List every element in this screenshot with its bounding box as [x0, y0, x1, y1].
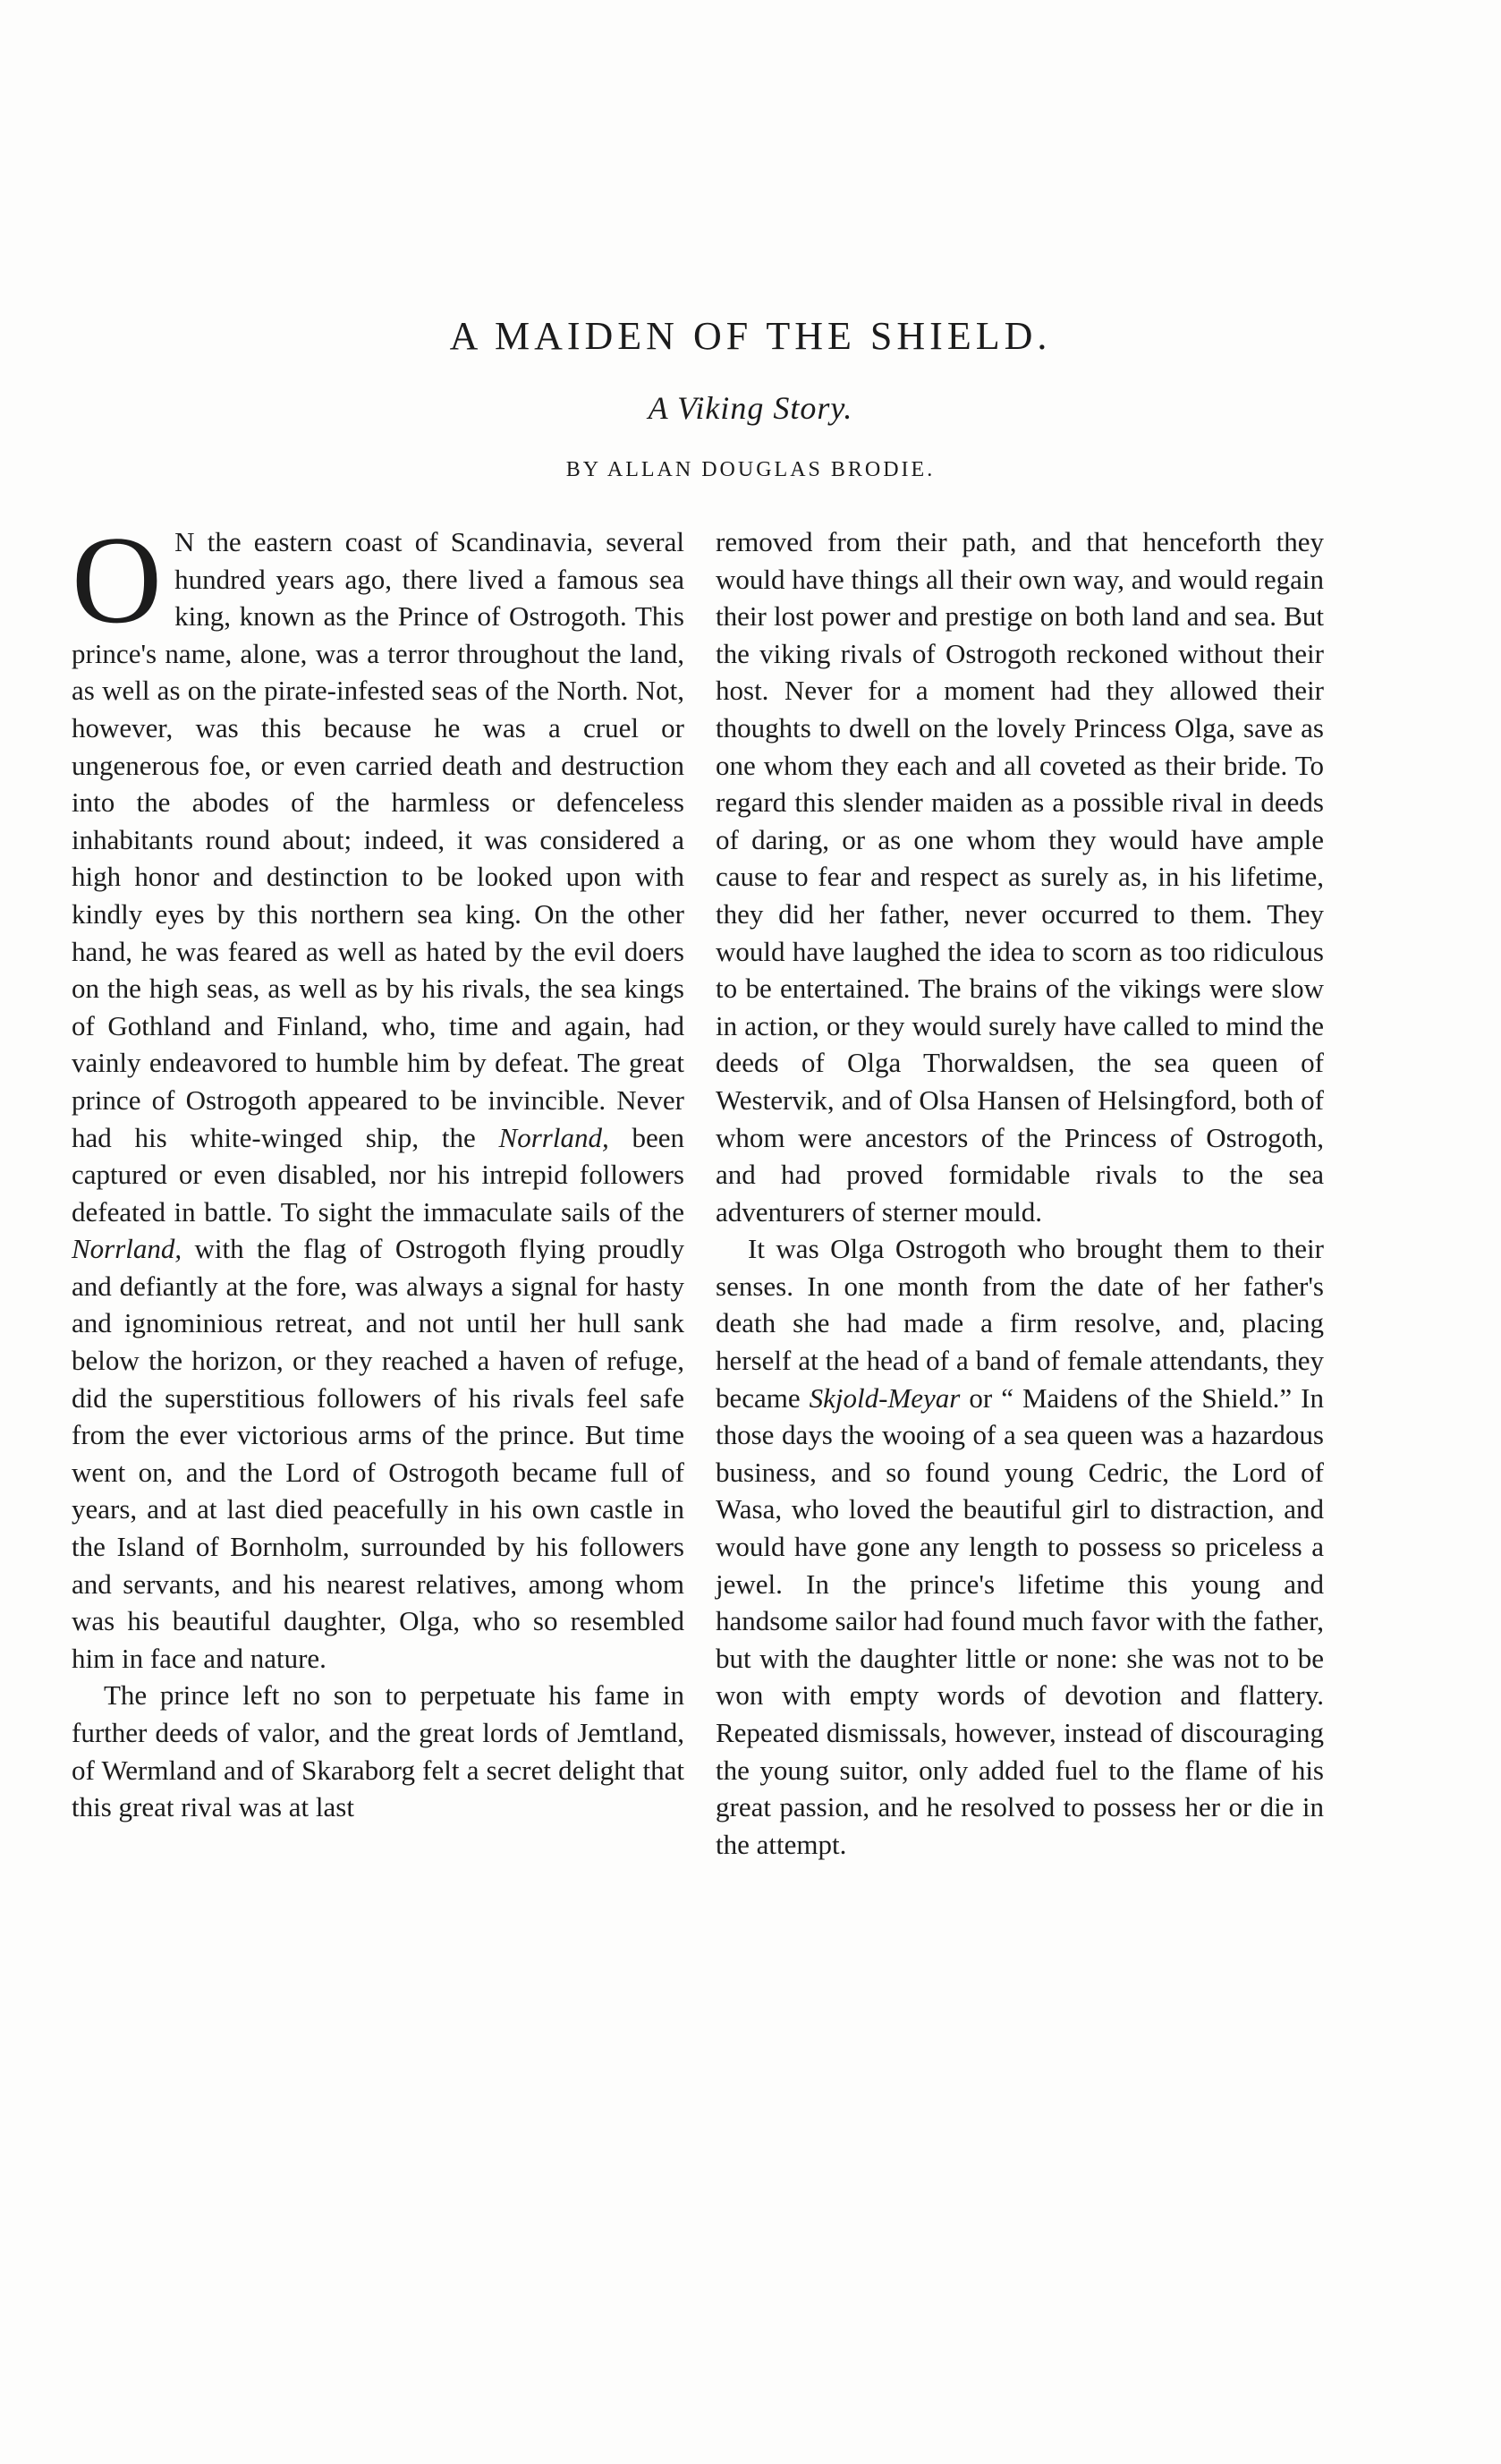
article-title: A MAIDEN OF THE SHIELD. — [449, 314, 1052, 358]
paragraph-1-text-c: with the flag of Ostrogoth flying proudly and defiantly at the fore, was always a signal for hasty and ignominious retreat, and not until her hull sank below the horizon, or they reached a haven of refuge, did the superstitious followers of his rivals feel safe from the ever victorious arms of the prince. But time went on, and the Lord of Ostrogoth became full of years, and at last died peacefully in his own castle in the Island of Bornholm, surrounded by his followers and servants, and his nearest relatives, among whom was his beautiful daughter, Olga, who so resembled him in face and nature. — [72, 1233, 684, 1674]
paragraph-1-text-b: been captured or even disabled, nor his intrepid followers defeated in battle. To sight the immaculate sails of the — [72, 1121, 684, 1228]
left-column — [72, 511, 684, 1826]
ship-name-italic-2: Norrland, — [72, 1233, 182, 1265]
paragraph-4-text-b: or “ Maidens of the Shield.” In those days the wooing of a sea queen was a hazardous business, and so found young Cedric, the Lord of Wasa, who loved the beautiful girl to distraction, and would have gone any length to possess so priceless a jewel. In the prince's lifetime this young and handsome sailor had found much favor with the father, but with the daughter little or none: she was not to be won with empty words of devotion and flattery. Repeated dismissals, however, instead of discouraging the young suitor, only added fuel to the flame of his great passion, and he resolved to possess her or die in the attempt. — [716, 1381, 1324, 1860]
skjold-meyar-italic: Skjold-Meyar — [809, 1381, 961, 1414]
paragraph-1-text-a: N the eastern coast of Scandinavia, several hundred years ago, there lived a famous sea king, known as the Prince of Ostrogoth. This prince's name, alone, was a terror throughout the land, as well as on the pirate-infested seas of the North. Not, however, was this because he was a cruel or ungenerous foe, or even carried death and destruction into the abodes of the harmless or defenceless inhabitants round about; indeed, it was considered a high honor and destinction to be looked upon with kindly eyes by this northern sea king. On the other hand, he was feared as well as hated by the evil doers on the high seas, as well as by his rivals, the sea kings of Gothland and Finland, who, time and again, had vainly endeavored to humble him by defeat. The great prince of Ostrogoth appeared to be invincible. Never had his white-winged ship, the — [72, 526, 684, 1153]
article-byline: BY ALLAN DOUGLAS BRODIE. — [565, 458, 936, 481]
drop-cap: O — [72, 511, 163, 650]
article-subtitle: A Viking Story. — [648, 390, 853, 426]
ship-name-italic: Norrland, — [498, 1121, 609, 1153]
paragraph-4 — [716, 1230, 1324, 1863]
paragraph-4-text-a: It was Olga Ostrogoth who brought them to their senses. In one month from the date of her father's death she had made a firm resolve, and, placing herself at the head of a band of female attendants, they became — [716, 1233, 1324, 1414]
paragraph-1 — [72, 511, 684, 1677]
paragraph-2: The prince left no son to perpetuate his fame in further deeds of valor, and the great lords of Jemtland, of Wermland and of Skaraborg felt a secret delight that this great rival was at last — [72, 1679, 684, 1823]
paragraph-3: removed from their path, and that henceforth they would have things all their own way, and would regain their lost power and prestige on both land and sea. But the viking rivals of Ostrogoth reckoned without their host. Never for a moment had they allowed their thoughts to dwell on the lovely Princess Olga, save as one whom they each and all coveted as their bride. To regard this slender maiden as a possible rival in deeds of daring, or as one whom they would have ample cause to fear and respect as surely as, in his lifetime, they did her father, never occurred to them. They would have laughed the idea to scorn as too ridiculous to be entertained. The brains of the vikings were slow in action, or they would surely have called to mind the deeds of Olga Thorwaldsen, the sea queen of Westervik, and of Olsa Hansen of Helsingford, both of whom were ancestors of the Princess of Ostrogoth, and had proved formidable rivals to the sea adventurers of sterner mould. — [716, 526, 1324, 1228]
right-column — [716, 523, 1324, 1863]
